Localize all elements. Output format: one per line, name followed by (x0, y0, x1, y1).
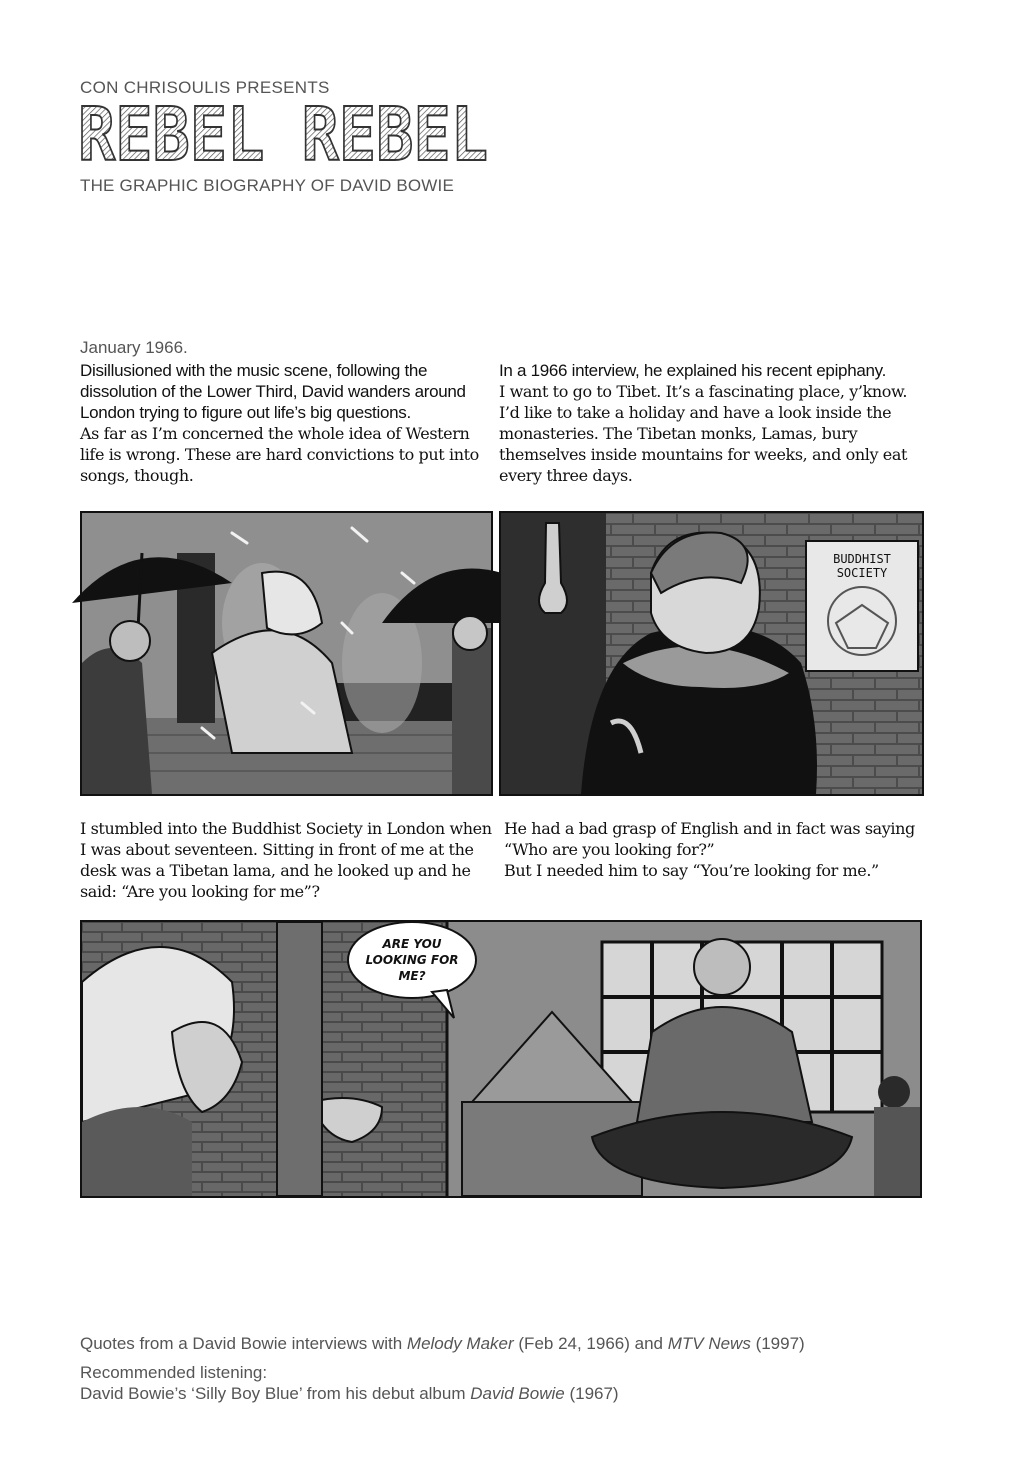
quote-text: I stumbled into the Buddhist Society in London when I was about seventeen. Sitting in front of me at the desk was a Tibetan lama, and he looked up and he said: “Are you looking for me”? (80, 819, 492, 901)
quote-text: But I needed him to say “You’re looking for me.” (504, 861, 879, 880)
source-title: MTV News (667, 1334, 751, 1353)
subtitle-line: THE GRAPHIC BIOGRAPHY OF DAVID BOWIE (80, 176, 455, 195)
listening-label: Recommended listening: (80, 1363, 268, 1382)
date-caption: January 1966. (80, 338, 188, 357)
sources-prefix: Quotes from a David Bowie interviews with (80, 1334, 407, 1353)
poster-text-line2: SOCIETY (836, 566, 888, 580)
listening-note (80, 1362, 619, 1404)
comic-panel-rain (80, 511, 493, 796)
sources-note (80, 1333, 805, 1354)
source-date: (Feb 24, 1966) and (513, 1334, 668, 1353)
source-date: (1997) (750, 1334, 805, 1353)
title-logo (78, 92, 498, 178)
quote-text: He had a bad grasp of English and in fact was saying “Who are you looking for?” (504, 819, 915, 859)
quote-text: As far as I’m concerned the whole idea of Western life is wrong. These are hard convictions to put into songs, though. (80, 424, 479, 485)
comic-panel-poster (499, 511, 924, 796)
speech-line2: LOOKING FOR (365, 953, 459, 967)
presents-line: CON CHRISOULIS PRESENTS (80, 78, 330, 97)
comic-panel-lama (80, 920, 922, 1198)
caption-col4 (504, 818, 919, 881)
quote-text: I want to go to Tibet. It’s a fascinating place, y’know. I’d like to take a holiday and have a look inside the monasteries. The Tibetan monks, Lamas, bury themselves inside mountains for weeks, and only eat every three days. (499, 382, 908, 485)
speech-line1: ARE YOU (382, 937, 442, 951)
source-title: Melody Maker (406, 1334, 514, 1353)
caption-col2 (499, 360, 914, 486)
title-text: REBEL REBEL (78, 92, 488, 178)
caption-col3 (80, 818, 495, 902)
poster-text-line1: BUDDHIST (833, 552, 891, 566)
caption-col1 (80, 360, 495, 486)
album-year: (1967) (564, 1384, 619, 1403)
narration-text: Disillusioned with the music scene, following the dissolution of the Lower Third, David wanders around London trying to figure out life’s big questions. (80, 361, 466, 422)
speech-line3: ME? (398, 969, 426, 983)
listening-text: David Bowie’s ‘Silly Boy Blue’ from his debut album (80, 1384, 471, 1403)
album-title: David Bowie (470, 1384, 565, 1403)
narration-text: In a 1966 interview, he explained his recent epiphany. (499, 361, 887, 380)
